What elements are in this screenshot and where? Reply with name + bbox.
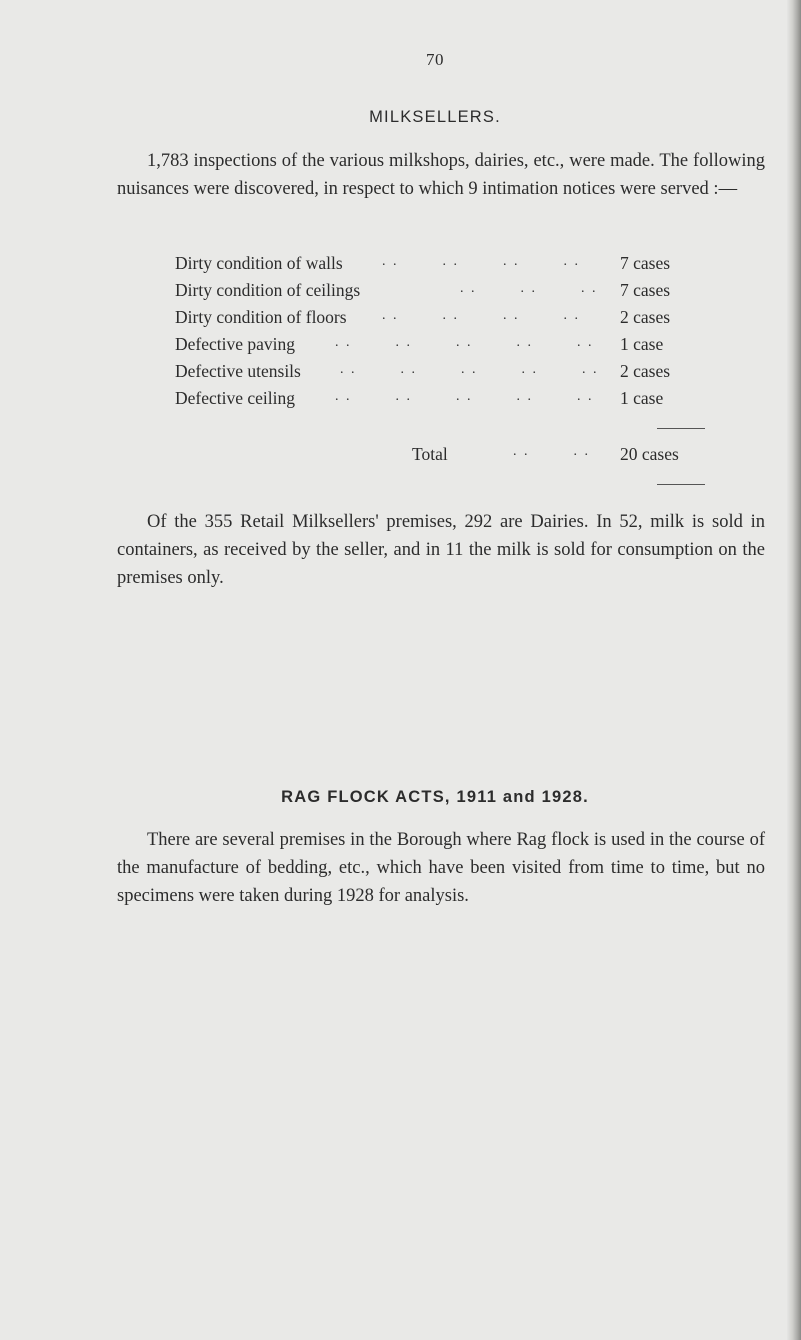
row-label: Dirty condition of walls bbox=[175, 253, 343, 273]
leader-dots: . . . . . . . . bbox=[382, 254, 580, 269]
table-row bbox=[175, 277, 715, 304]
row-label: Defective utensils bbox=[175, 361, 301, 381]
table-row bbox=[175, 304, 715, 331]
row-label: Defective ceiling bbox=[175, 388, 296, 408]
leader-dots: . . . . . . . . . . bbox=[335, 389, 594, 404]
row-value: 2 cases bbox=[620, 307, 671, 327]
page-edge-shadow bbox=[787, 0, 801, 1340]
milksellers-heading: MILKSELLERS. bbox=[369, 108, 501, 126]
milksellers-intro-text: 1,783 inspections of the various milkshops, dairies, etc., were made. The following nuisances were discovered, in respect to which 9 intimation notices were served :— bbox=[117, 151, 765, 199]
total-row bbox=[175, 440, 715, 468]
leader-dots: . . . . bbox=[513, 444, 590, 459]
table-row bbox=[175, 385, 715, 412]
leader-dots: . . . . . . . . bbox=[382, 308, 580, 323]
row-value: 7 cases bbox=[620, 280, 671, 300]
total-rule-top bbox=[657, 428, 705, 429]
leader-dots: . . . . . . . . . . bbox=[340, 362, 599, 377]
row-value: 2 cases bbox=[620, 361, 671, 381]
leader-dots: . . . . . . . . . . bbox=[335, 335, 594, 350]
milksellers-note-text: Of the 355 Retail Milksellers' premises, 292 are Dairies. In 52, milk is sold in containers, as received by the seller, and in 11 the milk is sold for consumption on the premises only. bbox=[117, 512, 765, 588]
rag-flock-text: There are several premises in the Borough where Rag flock is used in the course of the manufacture of bedding, etc., which have been visited from time to time, but no specimens were taken during 1928 for analysis. bbox=[117, 830, 765, 906]
table-row bbox=[175, 250, 715, 277]
row-label: Defective paving bbox=[175, 334, 296, 354]
row-value: 1 case bbox=[620, 388, 664, 408]
table-row bbox=[175, 358, 715, 385]
total-value: 20 cases bbox=[620, 444, 679, 464]
row-label: Dirty condition of floors bbox=[175, 307, 347, 327]
milksellers-note bbox=[117, 508, 765, 592]
rag-flock-heading: RAG FLOCK ACTS, 1911 and 1928. bbox=[281, 788, 589, 806]
page-number: 70 bbox=[426, 50, 444, 69]
milksellers-intro bbox=[117, 147, 765, 203]
row-value: 7 cases bbox=[620, 253, 671, 273]
row-label: Dirty condition of ceilings bbox=[175, 280, 361, 300]
nuisance-table bbox=[175, 250, 715, 412]
leader-dots: . . . . . . bbox=[460, 281, 598, 296]
row-value: 1 case bbox=[620, 334, 664, 354]
rag-flock-paragraph bbox=[117, 826, 765, 910]
total-label: Total bbox=[412, 444, 448, 464]
total-rule-bottom bbox=[657, 484, 705, 485]
table-row bbox=[175, 331, 715, 358]
